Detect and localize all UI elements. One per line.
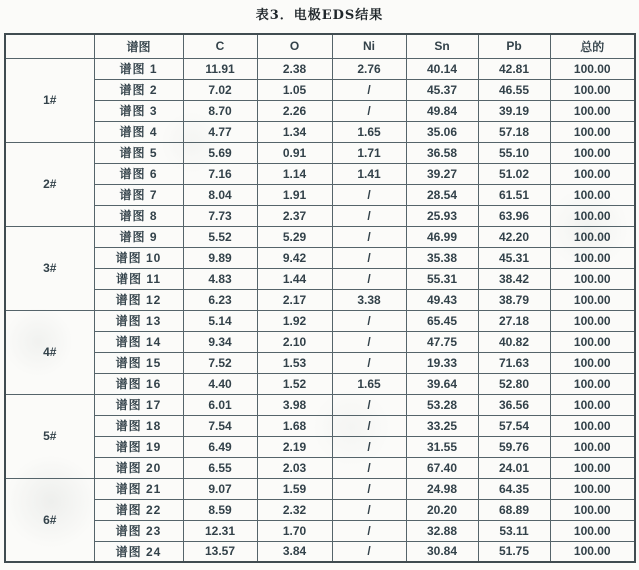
value-cell: 4.40: [183, 373, 257, 394]
value-cell: 52.80: [478, 373, 550, 394]
value-cell: 1.65: [332, 373, 406, 394]
value-cell: 1.53: [257, 352, 332, 373]
value-cell: 61.51: [478, 184, 550, 205]
value-cell: /: [332, 352, 406, 373]
header-ni: Ni: [332, 34, 406, 58]
table-row: [5, 415, 635, 436]
header-spectrum: 谱图: [94, 34, 183, 58]
spectrum-cell: 谱图 5: [94, 142, 183, 163]
table-row: [5, 184, 635, 205]
value-cell: 5.14: [183, 310, 257, 331]
header-sample: [5, 34, 94, 58]
value-cell: 25.93: [406, 205, 478, 226]
value-cell: 45.31: [478, 247, 550, 268]
value-cell: 5.69: [183, 142, 257, 163]
table-row: [5, 163, 635, 184]
value-cell: 13.57: [183, 541, 257, 562]
value-cell: /: [332, 436, 406, 457]
value-cell: 8.70: [183, 100, 257, 121]
value-cell: 2.32: [257, 499, 332, 520]
value-cell: 3.98: [257, 394, 332, 415]
value-cell: 39.27: [406, 163, 478, 184]
value-cell: /: [332, 247, 406, 268]
value-cell: 100.00: [550, 352, 635, 373]
value-cell: 38.42: [478, 268, 550, 289]
value-cell: 1.65: [332, 121, 406, 142]
value-cell: /: [332, 226, 406, 247]
value-cell: 1.92: [257, 310, 332, 331]
sample-group-cell: 4#: [5, 310, 94, 394]
value-cell: 7.52: [183, 352, 257, 373]
value-cell: 1.34: [257, 121, 332, 142]
value-cell: 55.31: [406, 268, 478, 289]
value-cell: 7.16: [183, 163, 257, 184]
value-cell: 39.19: [478, 100, 550, 121]
value-cell: /: [332, 520, 406, 541]
value-cell: 1.14: [257, 163, 332, 184]
sample-group-cell: 1#: [5, 58, 94, 142]
spectrum-cell: 谱图 20: [94, 457, 183, 478]
value-cell: 2.10: [257, 331, 332, 352]
value-cell: 2.76: [332, 58, 406, 79]
value-cell: /: [332, 268, 406, 289]
value-cell: 12.31: [183, 520, 257, 541]
value-cell: 38.79: [478, 289, 550, 310]
value-cell: 7.02: [183, 79, 257, 100]
value-cell: /: [332, 184, 406, 205]
value-cell: 11.91: [183, 58, 257, 79]
value-cell: 100.00: [550, 58, 635, 79]
table-row: [5, 289, 635, 310]
value-cell: 67.40: [406, 457, 478, 478]
spectrum-cell: 谱图 23: [94, 520, 183, 541]
spectrum-cell: 谱图 24: [94, 541, 183, 562]
value-cell: 39.64: [406, 373, 478, 394]
table-row: [5, 520, 635, 541]
value-cell: 59.76: [478, 436, 550, 457]
spectrum-cell: 谱图 14: [94, 331, 183, 352]
value-cell: /: [332, 310, 406, 331]
value-cell: 40.82: [478, 331, 550, 352]
value-cell: /: [332, 478, 406, 499]
spectrum-cell: 谱图 16: [94, 373, 183, 394]
value-cell: 31.55: [406, 436, 478, 457]
table-row: [5, 373, 635, 394]
table-row: [5, 100, 635, 121]
header-sn: Sn: [406, 34, 478, 58]
value-cell: 100.00: [550, 457, 635, 478]
sample-group-cell: 6#: [5, 478, 94, 562]
value-cell: 1.68: [257, 415, 332, 436]
value-cell: 1.52: [257, 373, 332, 394]
eds-results-table: [4, 33, 636, 563]
value-cell: 20.20: [406, 499, 478, 520]
value-cell: 1.41: [332, 163, 406, 184]
header-row: [5, 34, 635, 58]
value-cell: 6.55: [183, 457, 257, 478]
value-cell: 100.00: [550, 121, 635, 142]
value-cell: 27.18: [478, 310, 550, 331]
spectrum-cell: 谱图 7: [94, 184, 183, 205]
table-row: [5, 268, 635, 289]
value-cell: /: [332, 541, 406, 562]
value-cell: 36.58: [406, 142, 478, 163]
value-cell: 51.02: [478, 163, 550, 184]
value-cell: 100.00: [550, 499, 635, 520]
value-cell: 1.59: [257, 478, 332, 499]
table-row: [5, 58, 635, 79]
value-cell: 2.37: [257, 205, 332, 226]
value-cell: 53.11: [478, 520, 550, 541]
value-cell: 47.75: [406, 331, 478, 352]
table-row: [5, 436, 635, 457]
value-cell: 8.59: [183, 499, 257, 520]
value-cell: 36.56: [478, 394, 550, 415]
value-cell: 28.54: [406, 184, 478, 205]
value-cell: 100.00: [550, 163, 635, 184]
table-row: [5, 121, 635, 142]
table-row: [5, 310, 635, 331]
table-body: [5, 58, 635, 562]
spectrum-cell: 谱图 19: [94, 436, 183, 457]
value-cell: 100.00: [550, 373, 635, 394]
value-cell: 33.25: [406, 415, 478, 436]
value-cell: 68.89: [478, 499, 550, 520]
sample-group-cell: 3#: [5, 226, 94, 310]
value-cell: 100.00: [550, 184, 635, 205]
header-total: 总的: [550, 34, 635, 58]
value-cell: 51.75: [478, 541, 550, 562]
value-cell: 100.00: [550, 478, 635, 499]
table-row: [5, 541, 635, 562]
value-cell: 100.00: [550, 79, 635, 100]
table-row: [5, 205, 635, 226]
value-cell: 46.55: [478, 79, 550, 100]
value-cell: 0.91: [257, 142, 332, 163]
value-cell: 42.81: [478, 58, 550, 79]
value-cell: 63.96: [478, 205, 550, 226]
value-cell: 64.35: [478, 478, 550, 499]
sample-group-cell: 5#: [5, 394, 94, 478]
header-pb: Pb: [478, 34, 550, 58]
value-cell: 100.00: [550, 310, 635, 331]
spectrum-cell: 谱图 18: [94, 415, 183, 436]
spectrum-cell: 谱图 4: [94, 121, 183, 142]
table-row: [5, 247, 635, 268]
header-c: C: [183, 34, 257, 58]
value-cell: 71.63: [478, 352, 550, 373]
value-cell: 40.14: [406, 58, 478, 79]
value-cell: /: [332, 457, 406, 478]
spectrum-cell: 谱图 11: [94, 268, 183, 289]
value-cell: 100.00: [550, 541, 635, 562]
table-header: [5, 34, 635, 58]
value-cell: 1.70: [257, 520, 332, 541]
value-cell: 65.45: [406, 310, 478, 331]
value-cell: 2.26: [257, 100, 332, 121]
value-cell: 100.00: [550, 415, 635, 436]
table-row: [5, 352, 635, 373]
value-cell: 2.17: [257, 289, 332, 310]
value-cell: 53.28: [406, 394, 478, 415]
spectrum-cell: 谱图 8: [94, 205, 183, 226]
value-cell: 6.49: [183, 436, 257, 457]
value-cell: 100.00: [550, 100, 635, 121]
table-row: [5, 394, 635, 415]
spectrum-cell: 谱图 9: [94, 226, 183, 247]
spectrum-cell: 谱图 3: [94, 100, 183, 121]
table-row: [5, 499, 635, 520]
value-cell: 100.00: [550, 436, 635, 457]
value-cell: 57.18: [478, 121, 550, 142]
value-cell: /: [332, 79, 406, 100]
value-cell: /: [332, 100, 406, 121]
value-cell: 24.98: [406, 478, 478, 499]
spectrum-cell: 谱图 22: [94, 499, 183, 520]
value-cell: 100.00: [550, 331, 635, 352]
spectrum-cell: 谱图 6: [94, 163, 183, 184]
spectrum-cell: 谱图 13: [94, 310, 183, 331]
value-cell: 57.54: [478, 415, 550, 436]
value-cell: 1.91: [257, 184, 332, 205]
value-cell: 100.00: [550, 268, 635, 289]
value-cell: /: [332, 205, 406, 226]
spectrum-cell: 谱图 12: [94, 289, 183, 310]
value-cell: 24.01: [478, 457, 550, 478]
value-cell: 6.23: [183, 289, 257, 310]
value-cell: 55.10: [478, 142, 550, 163]
value-cell: 8.04: [183, 184, 257, 205]
sample-group-cell: 2#: [5, 142, 94, 226]
value-cell: 100.00: [550, 205, 635, 226]
table-row: [5, 142, 635, 163]
value-cell: 32.88: [406, 520, 478, 541]
value-cell: 49.84: [406, 100, 478, 121]
value-cell: 3.38: [332, 289, 406, 310]
value-cell: 7.54: [183, 415, 257, 436]
value-cell: 100.00: [550, 394, 635, 415]
value-cell: 35.38: [406, 247, 478, 268]
value-cell: 49.43: [406, 289, 478, 310]
value-cell: 1.71: [332, 142, 406, 163]
value-cell: 4.77: [183, 121, 257, 142]
value-cell: 9.07: [183, 478, 257, 499]
value-cell: 100.00: [550, 142, 635, 163]
value-cell: 42.20: [478, 226, 550, 247]
spectrum-cell: 谱图 15: [94, 352, 183, 373]
value-cell: 100.00: [550, 520, 635, 541]
table-row: [5, 478, 635, 499]
value-cell: 5.29: [257, 226, 332, 247]
value-cell: 5.52: [183, 226, 257, 247]
value-cell: 9.34: [183, 331, 257, 352]
value-cell: 46.99: [406, 226, 478, 247]
value-cell: 100.00: [550, 289, 635, 310]
spectrum-cell: 谱图 17: [94, 394, 183, 415]
value-cell: 4.83: [183, 268, 257, 289]
value-cell: /: [332, 331, 406, 352]
value-cell: 19.33: [406, 352, 478, 373]
spectrum-cell: 谱图 21: [94, 478, 183, 499]
value-cell: /: [332, 415, 406, 436]
value-cell: 30.84: [406, 541, 478, 562]
table-row: [5, 79, 635, 100]
value-cell: 45.37: [406, 79, 478, 100]
table-row: [5, 226, 635, 247]
spectrum-cell: 谱图 2: [94, 79, 183, 100]
spectrum-cell: 谱图 10: [94, 247, 183, 268]
spectrum-cell: 谱图 1: [94, 58, 183, 79]
value-cell: 100.00: [550, 226, 635, 247]
value-cell: 7.73: [183, 205, 257, 226]
value-cell: 2.03: [257, 457, 332, 478]
value-cell: 2.19: [257, 436, 332, 457]
table-row: [5, 457, 635, 478]
value-cell: 1.44: [257, 268, 332, 289]
value-cell: 2.38: [257, 58, 332, 79]
header-o: O: [257, 34, 332, 58]
value-cell: 9.42: [257, 247, 332, 268]
value-cell: 6.01: [183, 394, 257, 415]
table-row: [5, 331, 635, 352]
value-cell: 35.06: [406, 121, 478, 142]
value-cell: 100.00: [550, 247, 635, 268]
value-cell: 9.89: [183, 247, 257, 268]
value-cell: 1.05: [257, 79, 332, 100]
value-cell: /: [332, 499, 406, 520]
table-title: 表3．电极EDS结果: [255, 8, 384, 23]
value-cell: /: [332, 394, 406, 415]
value-cell: 3.84: [257, 541, 332, 562]
